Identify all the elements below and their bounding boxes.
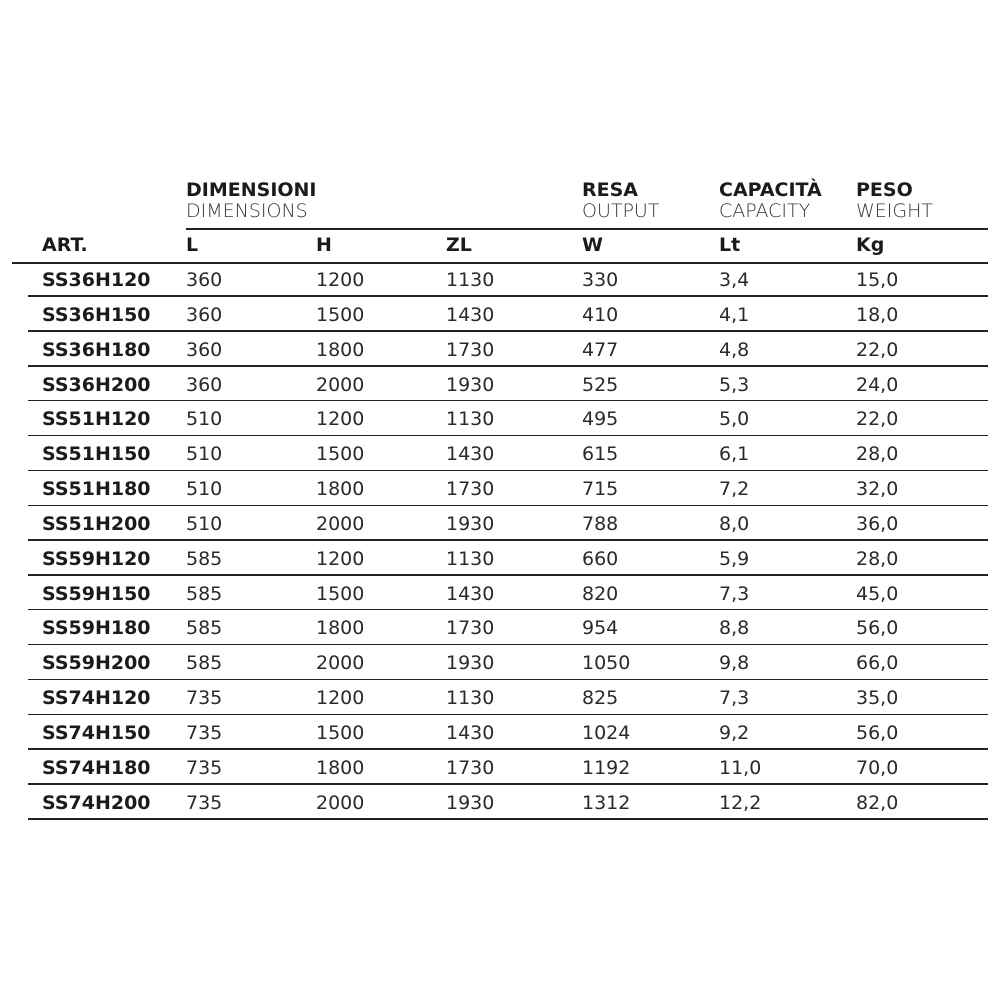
article-code: SS74H200 [42,791,151,814]
table-row [0,680,1000,715]
h-column-header: H [316,234,332,256]
output-value: 954 [582,617,619,640]
height-value: 2000 [316,791,365,814]
article-code: SS36H150 [42,303,151,326]
height-value: 1500 [316,582,365,605]
capacity-value: 5,0 [719,408,750,431]
table-row [0,332,1000,367]
output-value: 825 [582,687,619,710]
weight-value: 45,0 [856,582,899,605]
table-row [0,471,1000,506]
l-column-header: L [186,234,199,256]
length-value: 735 [186,687,223,710]
capacity-header [719,180,822,222]
table-row [0,541,1000,576]
lt-column-header: Lt [719,234,741,256]
article-code: SS74H150 [42,721,151,744]
unit-header-row [0,232,1000,260]
output-value: 1312 [582,791,631,814]
center-distance-value: 1430 [446,582,495,605]
length-value: 585 [186,582,223,605]
height-value: 1200 [316,408,365,431]
center-distance-value: 1730 [446,756,495,779]
output-value: 330 [582,269,619,291]
output-value: 1192 [582,756,631,779]
capacity-value: 6,1 [719,443,750,466]
table-row [0,576,1000,611]
article-code: SS36H120 [42,269,151,291]
header-divider [186,228,988,230]
article-code: SS59H180 [42,617,151,640]
capacity-value: 11,0 [719,756,762,779]
length-value: 510 [186,478,223,501]
capacity-value: 8,0 [719,512,750,535]
capacity-value: 7,3 [719,687,750,710]
weight-value: 24,0 [856,373,899,396]
height-value: 1800 [316,338,365,361]
height-value: 1500 [316,443,365,466]
article-code: SS36H200 [42,373,151,396]
weight-value: 82,0 [856,791,899,814]
capacity-value: 9,8 [719,652,750,675]
height-value: 2000 [316,512,365,535]
capacity-value: 12,2 [719,791,762,814]
article-code: SS51H150 [42,443,151,466]
center-distance-value: 1430 [446,303,495,326]
kg-column-header: Kg [856,234,885,256]
center-distance-value: 1430 [446,443,495,466]
length-value: 735 [186,791,223,814]
height-value: 1200 [316,687,365,710]
article-code: SS51H200 [42,512,151,535]
article-code: SS74H120 [42,687,151,710]
height-value: 2000 [316,373,365,396]
w-column-header: W [582,234,603,256]
output-header [582,180,659,222]
length-value: 585 [186,617,223,640]
weight-header-en: WEIGHT [856,200,934,222]
height-value: 2000 [316,652,365,675]
capacity-value: 7,2 [719,478,750,501]
weight-header-it: PESO [856,179,913,201]
height-value: 1800 [316,478,365,501]
length-value: 510 [186,512,223,535]
length-value: 510 [186,443,223,466]
center-distance-value: 1430 [446,721,495,744]
capacity-value: 5,3 [719,373,750,396]
weight-value: 56,0 [856,721,899,744]
length-value: 735 [186,756,223,779]
height-value: 1800 [316,617,365,640]
center-distance-value: 1930 [446,373,495,396]
length-value: 510 [186,408,223,431]
weight-value: 28,0 [856,547,899,570]
weight-value: 35,0 [856,687,899,710]
article-code: SS51H180 [42,478,151,501]
height-value: 1200 [316,269,365,291]
center-distance-value: 1930 [446,791,495,814]
output-value: 410 [582,303,619,326]
weight-header [856,180,933,222]
dimensions-header [186,180,317,222]
length-value: 360 [186,269,223,291]
center-distance-value: 1130 [446,408,495,431]
table-body [0,262,1000,820]
table-row [0,750,1000,785]
art-column-header: ART. [42,234,88,256]
output-value: 1024 [582,721,631,744]
center-distance-value: 1730 [446,338,495,361]
table-row [0,645,1000,680]
height-value: 1500 [316,303,365,326]
output-value: 615 [582,443,619,466]
article-code: SS59H150 [42,582,151,605]
length-value: 360 [186,303,223,326]
capacity-value: 5,9 [719,547,750,570]
weight-value: 70,0 [856,756,899,779]
output-value: 1050 [582,652,631,675]
capacity-header-en: CAPACITY [719,200,811,222]
weight-value: 15,0 [856,269,899,291]
zl-column-header: ZL [446,234,472,256]
capacity-value: 7,3 [719,582,750,605]
height-value: 1800 [316,756,365,779]
center-distance-value: 1930 [446,652,495,675]
height-value: 1200 [316,547,365,570]
length-value: 585 [186,547,223,570]
length-value: 360 [186,373,223,396]
dimensions-header-it: DIMENSIONI [186,179,317,201]
table-row [0,401,1000,436]
output-header-en: OUTPUT [582,200,660,222]
table-row [0,506,1000,541]
capacity-value: 8,8 [719,617,750,640]
output-value: 788 [582,512,619,535]
article-code: SS51H120 [42,408,151,431]
table-row [0,715,1000,750]
output-value: 477 [582,338,619,361]
output-value: 525 [582,373,619,396]
height-value: 1500 [316,721,365,744]
output-value: 495 [582,408,619,431]
table-row [0,297,1000,332]
article-code: SS36H180 [42,338,151,361]
center-distance-value: 1130 [446,687,495,710]
table-row [0,785,1000,820]
capacity-value: 4,1 [719,303,750,326]
table-row [0,436,1000,471]
center-distance-value: 1130 [446,547,495,570]
center-distance-value: 1730 [446,478,495,501]
article-code: SS59H120 [42,547,151,570]
article-code: SS74H180 [42,756,151,779]
table-row [0,367,1000,402]
weight-value: 36,0 [856,512,899,535]
weight-value: 22,0 [856,408,899,431]
weight-value: 56,0 [856,617,899,640]
capacity-value: 9,2 [719,721,750,744]
center-distance-value: 1930 [446,512,495,535]
length-value: 360 [186,338,223,361]
length-value: 735 [186,721,223,744]
table-row [0,610,1000,645]
weight-value: 32,0 [856,478,899,501]
weight-value: 66,0 [856,652,899,675]
weight-value: 18,0 [856,303,899,326]
weight-value: 22,0 [856,338,899,361]
output-header-it: RESA [582,179,638,201]
output-value: 820 [582,582,619,605]
center-distance-value: 1130 [446,269,495,291]
center-distance-value: 1730 [446,617,495,640]
output-value: 715 [582,478,619,501]
row-divider [28,818,988,819]
length-value: 585 [186,652,223,675]
capacity-header-it: CAPACITÀ [719,179,822,201]
dimensions-header-en: DIMENSIONS [186,200,308,222]
table-row [0,262,1000,297]
article-code: SS59H200 [42,652,151,675]
capacity-value: 4,8 [719,338,750,361]
output-value: 660 [582,547,619,570]
weight-value: 28,0 [856,443,899,466]
capacity-value: 3,4 [719,269,750,291]
